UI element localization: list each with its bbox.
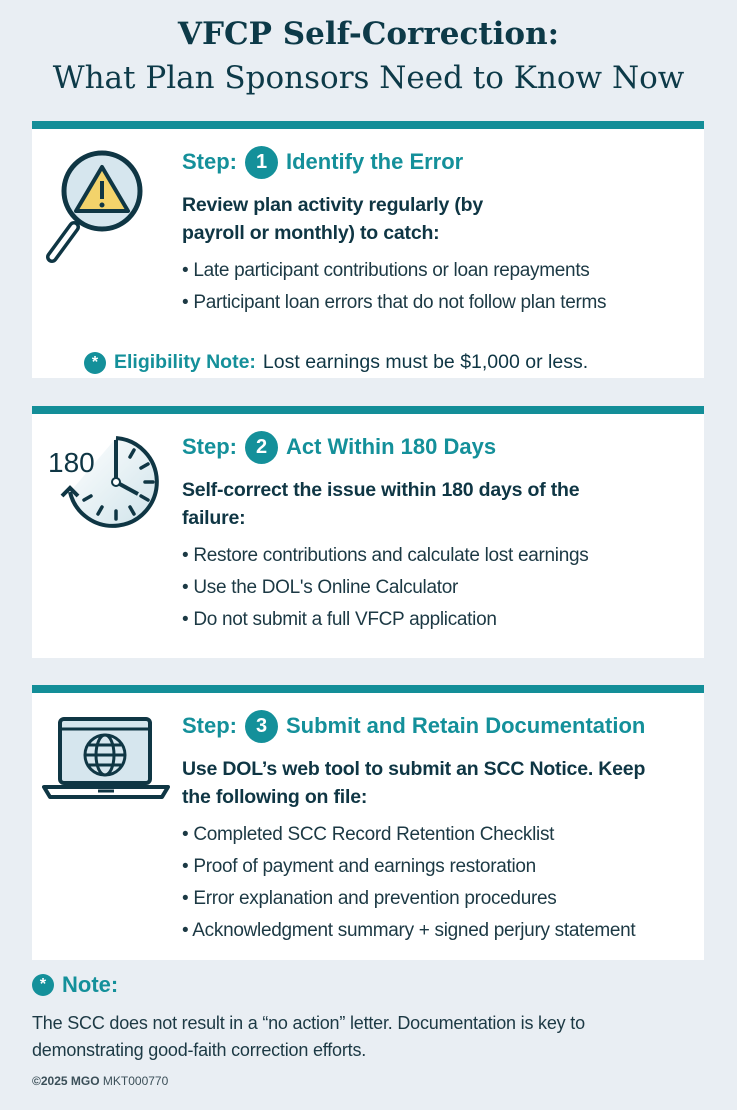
step-number-badge: 1 <box>245 146 278 179</box>
document-code: MKT000770 <box>102 1074 169 1088</box>
asterisk-icon: * <box>84 352 106 374</box>
list-item: • Error explanation and prevention procedures <box>182 883 694 915</box>
step-title: Act Within 180 Days <box>286 434 497 459</box>
list-item: • Do not submit a full VFCP application <box>182 604 694 636</box>
list-item: • Use the DOL's Online Calculator <box>182 572 694 604</box>
asterisk-icon: * <box>32 974 54 996</box>
clock-180-days-icon <box>46 432 161 532</box>
step-2-heading <box>182 430 694 464</box>
laptop-globe-icon <box>42 715 170 805</box>
step-1-heading <box>182 145 694 179</box>
title-line-1: VFCP Self-Correction: <box>177 16 560 52</box>
eligibility-text: Lost earnings must be $1,000 or less. <box>262 351 589 373</box>
step-label: Step: <box>182 713 237 738</box>
step-title: Identify the Error <box>286 149 464 174</box>
step-title: Submit and Retain Documentation <box>286 713 646 738</box>
step-label: Step: <box>182 434 237 459</box>
step-3-card <box>32 685 704 960</box>
eligibility-note <box>84 351 588 374</box>
step-lead: Use DOL’s web tool to submit an SCC Notice. Keep the following on file: <box>182 758 646 808</box>
footer <box>32 1074 168 1088</box>
clock-180-label: 180 <box>48 447 95 478</box>
list-item: • Proof of payment and earnings restoration <box>182 851 694 883</box>
step-1-card <box>32 121 704 378</box>
list-item: • Completed SCC Record Retention Checklist <box>182 819 694 851</box>
step-number-badge: 2 <box>245 431 278 464</box>
note-heading <box>32 972 118 998</box>
copyright: ©2025 MGO <box>32 1074 100 1088</box>
list-item: • Late participant contributions or loan repayments <box>182 255 694 287</box>
note-text: The SCC does not result in a “no action” letter. Documentation is key to demonstrating good-faith correction efforts. <box>32 1013 585 1060</box>
step-3-heading <box>182 709 694 743</box>
list-item: • Acknowledgment summary + signed perjury statement <box>182 915 694 947</box>
list-item: • Participant loan errors that do not follow plan terms <box>182 287 694 319</box>
magnifier-warning-icon <box>44 149 154 269</box>
eligibility-label: Eligibility Note: <box>114 351 256 373</box>
step-lead: Self-correct the issue within 180 days of the failure: <box>182 479 580 529</box>
step-label: Step: <box>182 149 237 174</box>
title-line-2: What Plan Sponsors Need to Know Now <box>52 60 685 96</box>
list-item: • Restore contributions and calculate lost earnings <box>182 540 694 572</box>
note-label: Note: <box>62 972 119 997</box>
step-lead: Review plan activity regularly (by payroll or monthly) to catch: <box>182 194 483 244</box>
step-number-badge: 3 <box>245 710 278 743</box>
step-2-card <box>32 406 704 658</box>
